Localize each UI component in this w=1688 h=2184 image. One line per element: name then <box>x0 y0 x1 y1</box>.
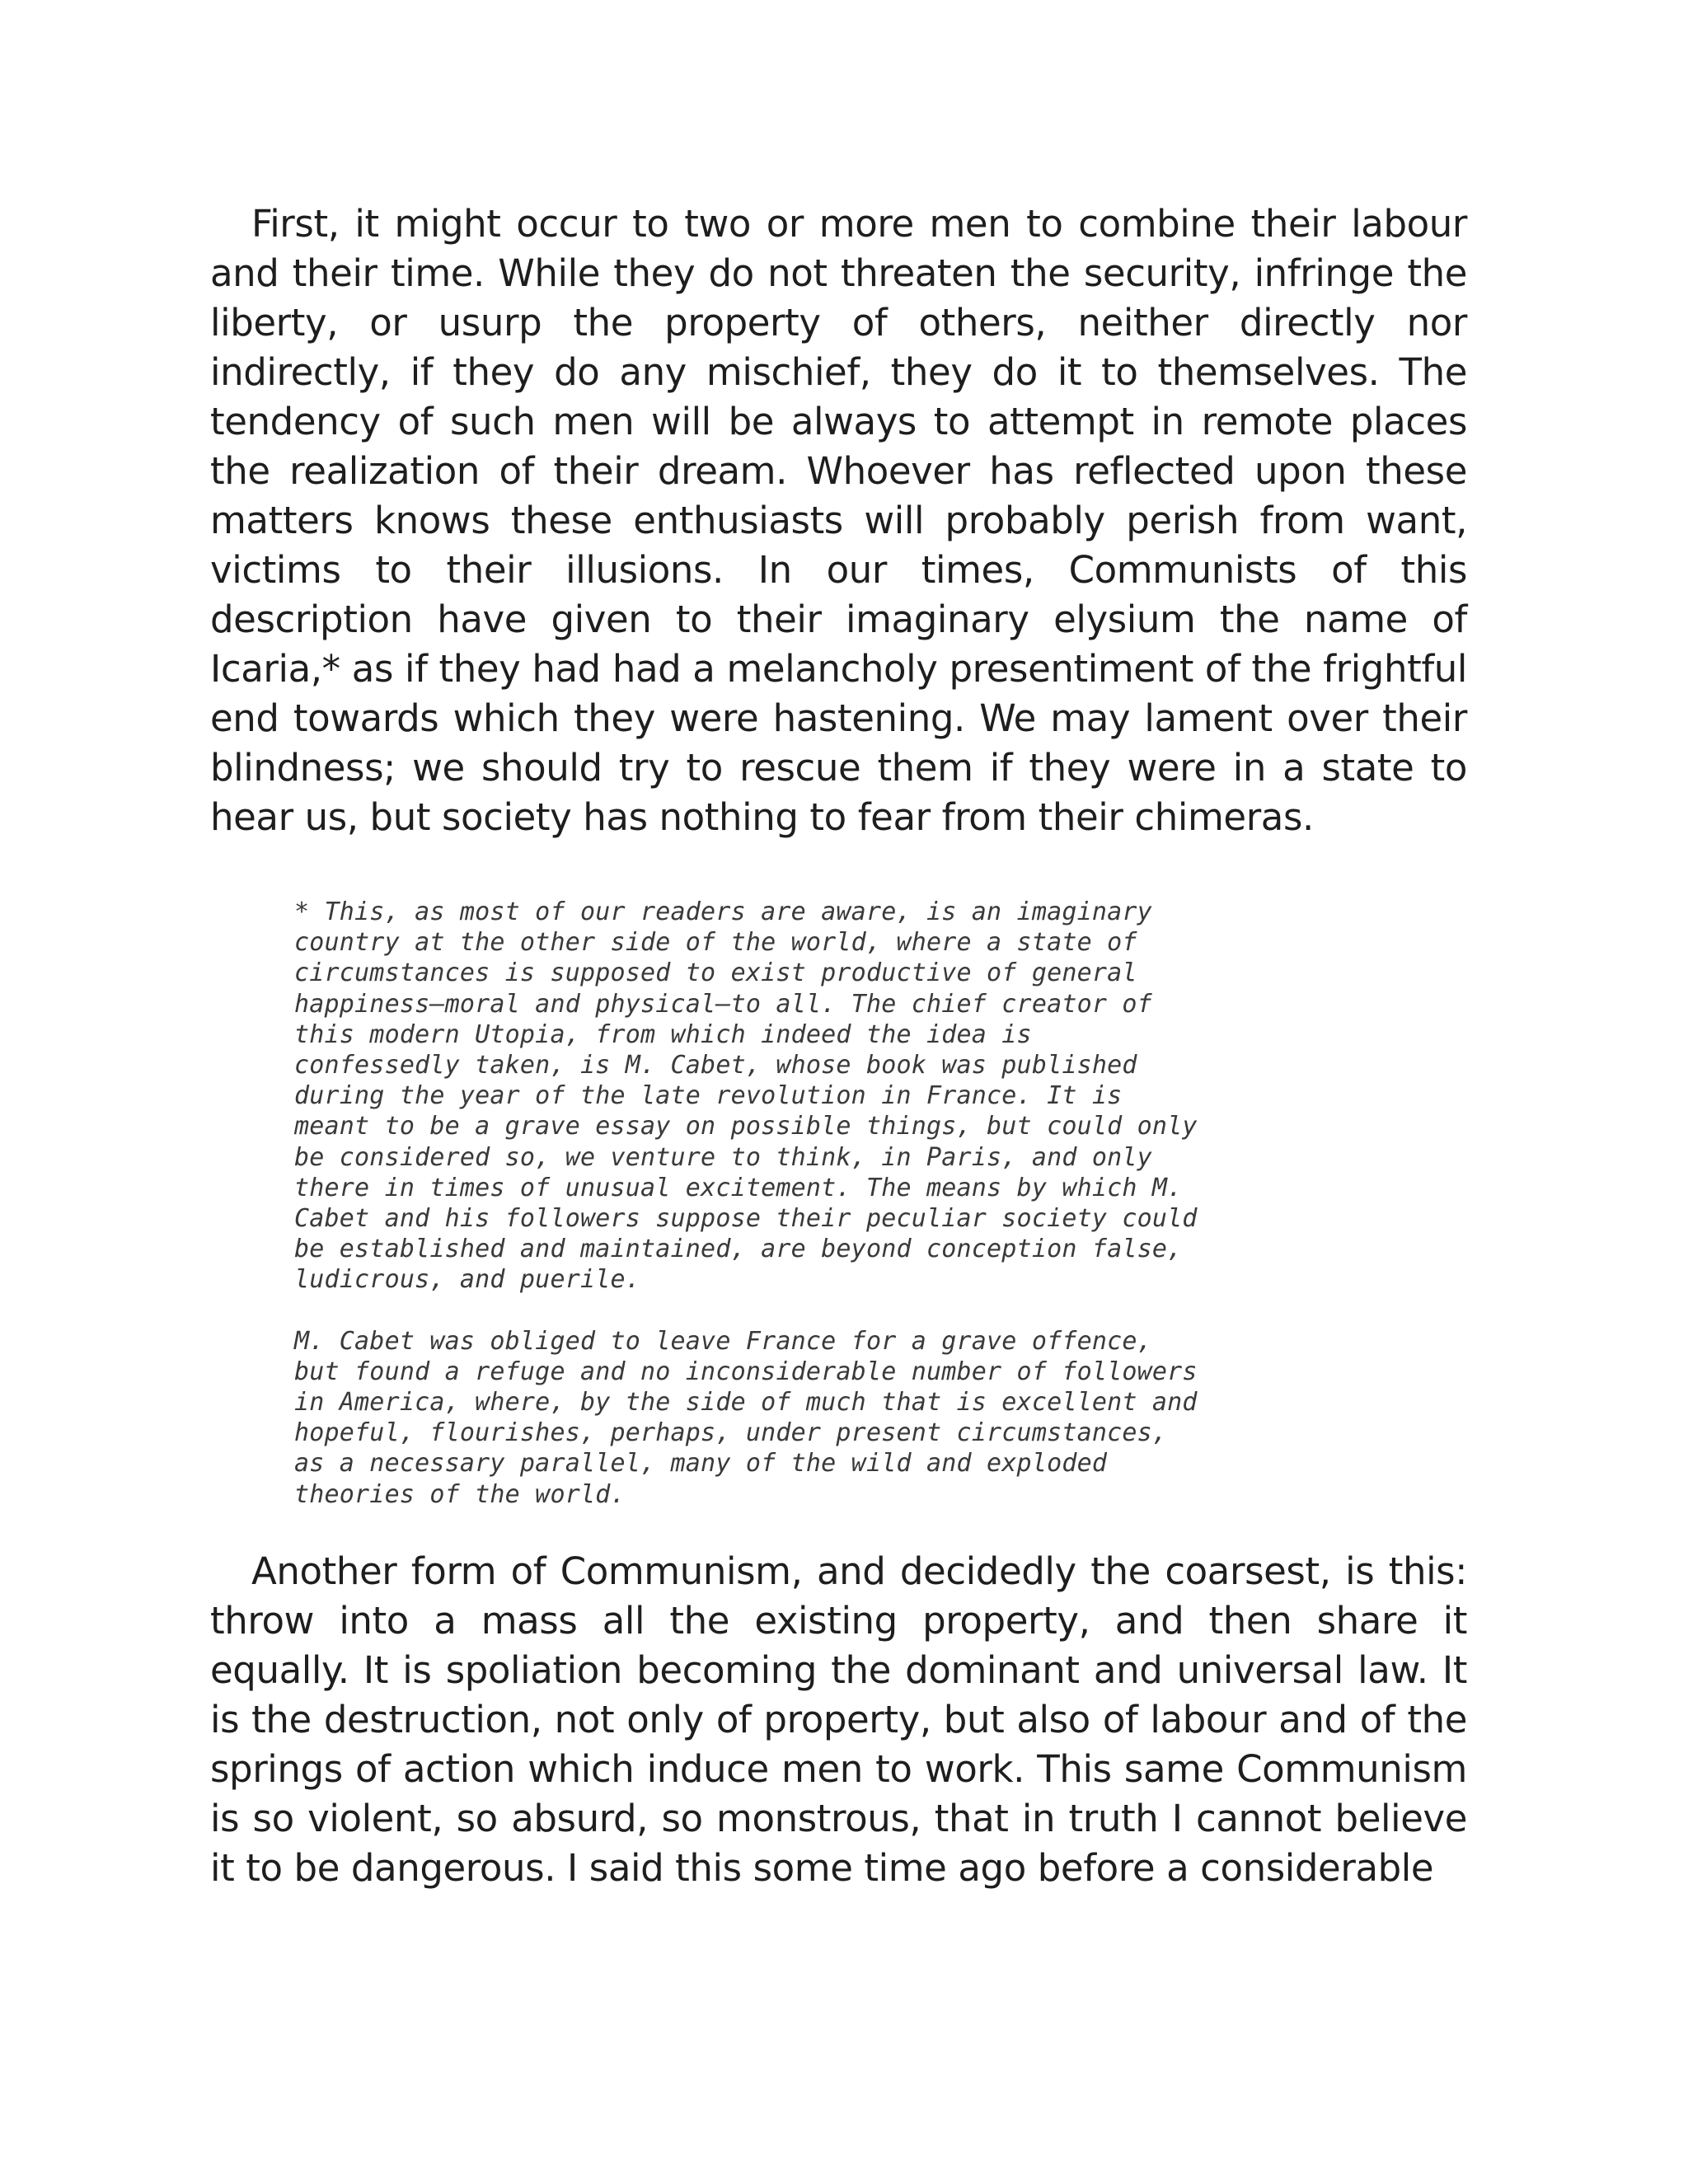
body-paragraph-2: Another form of Communism, and decidedly the coarsest, is this: throw into a mass all the existing property, and then share it equally. It is spoliation becoming the dominant and universal law. It is the destruction, not only of property, but also of labour and of the springs of action which induce men to work. This same Communism is so violent, so absurd, so monstrous, that in truth I cannot believe it to be dangerous. I said this some time ago before a considerable <box>210 1549 1467 1890</box>
footnote-block <box>294 897 1283 1540</box>
body-paragraph-1: First, it might occur to two or more men to combine their labour and their time. While they do not threaten the security, infringe the liberty, or usurp the property of others, neither directly nor indirectly, if they do any mischief, they do it to themselves. The tendency of such men will be always to attempt in remote places the realization of their dream. Whoever has reflected upon these matters knows these enthusiasts will probably perish from want, victims to their illusions. In our times, Communists of this description have given to their imaginary elysium the name of Icaria,* as if they had had a melancholy presentiment of the frightful end towards which they were hastening. We may lament over their blindness; we should try to rescue them if they were in a state to hear us, but society has nothing to fear from their chimeras. <box>210 202 1467 839</box>
footnote-paragraph-1: * This, as most of our readers are aware, is an imaginary country at the other side of the world, where a state of circumstances is supposed to exist productive of general happiness—moral and physical—to all. The chief creator of this modern Utopia, from which indeed the idea is confessedly taken, is M. Cabet, whose book was published during the year of the late revolution in France. It is meant to be a grave essay on possible things, but could only be considered so, we venture to think, in Paris, and only there in times of unusual excitement. The means by which M. Cabet and his followers suppose their peculiar society could be established and maintained, are beyond conception false, ludicrous, and puerile. <box>294 898 1198 1295</box>
footnote-paragraph-2: M. Cabet was obliged to leave France for a grave offence, but found a refuge and no inconsiderable number of followers in America, where, by the side of much that is excellent and hopeful, flourishes, perhaps, under present circumstances, as a necessary parallel, many of the wild and exploded theories of the world. <box>294 1326 1198 1509</box>
